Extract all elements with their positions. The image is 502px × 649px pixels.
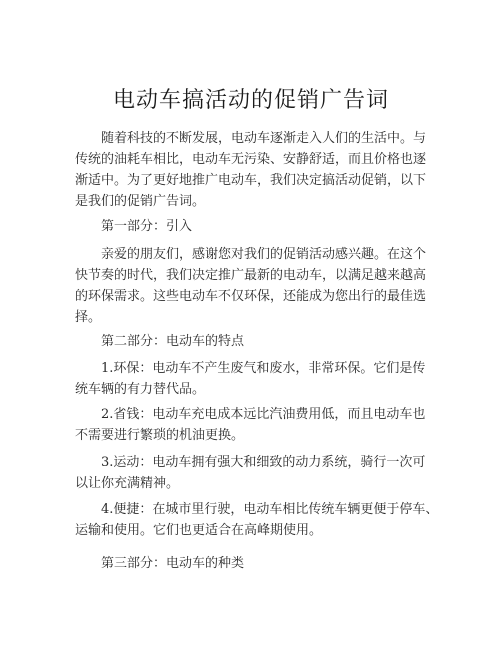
section-heading-part1	[75, 216, 430, 237]
text-line: 统车辆的有力替代品。	[75, 382, 206, 397]
feature-item-environment	[75, 358, 430, 400]
text-line: 以让你充满精神。	[75, 476, 180, 491]
feature-item-convenience	[75, 499, 439, 541]
text-line: 3.运动：电动车拥有强大和细致的动力系统，骑行一次可	[101, 455, 426, 470]
text-line: 不需要进行繁琐的机油更换。	[75, 428, 245, 443]
text-line: 择。	[75, 310, 102, 325]
feature-item-savings	[75, 404, 430, 446]
text-line: 运输和使用。它们也更适合在高峰期使用。	[75, 523, 323, 538]
text-line: 的环保需求。这些电动车不仅环保，还能成为您出行的最佳选	[75, 289, 427, 304]
text-line: 渐适中。为了更好地推广电动车，我们决定搞活动促销，以下	[75, 173, 427, 188]
section-heading-part2	[75, 331, 430, 352]
text-line: 亲爱的朋友们，感谢您对我们的促销活动感兴趣。在这个	[101, 247, 427, 262]
feature-item-sport	[75, 452, 430, 494]
text-line: 快节奏的时代，我们决定推广最新的电动车，以满足越来越高	[75, 268, 427, 283]
part1-paragraph	[75, 244, 430, 328]
text-line: 是我们的促销广告词。	[75, 194, 206, 209]
text-line: 随着科技的不断发展，电动车逐渐走入人们的生活中。与	[101, 131, 427, 146]
text-line: 1.环保：电动车不产生废气和废水，非常环保。它们是传	[101, 361, 426, 376]
text-line: 2.省钱：电动车充电成本远比汽油费用低，而且电动车也	[101, 407, 426, 422]
intro-paragraph	[75, 128, 430, 212]
heading-text: 第三部分：电动车的种类	[101, 556, 245, 571]
text-line: 传统的油耗车相比，电动车无污染、安静舒适，而且价格也逐	[75, 152, 427, 167]
document-title: 电动车搞活动的促销广告词	[112, 88, 389, 113]
heading-text: 第一部分：引入	[101, 219, 193, 234]
section-heading-part3	[75, 553, 430, 574]
text-line: 4.便捷：在城市里行驶，电动车相比传统车辆更便于停车、	[101, 502, 439, 517]
heading-text: 第二部分：电动车的特点	[101, 334, 245, 349]
